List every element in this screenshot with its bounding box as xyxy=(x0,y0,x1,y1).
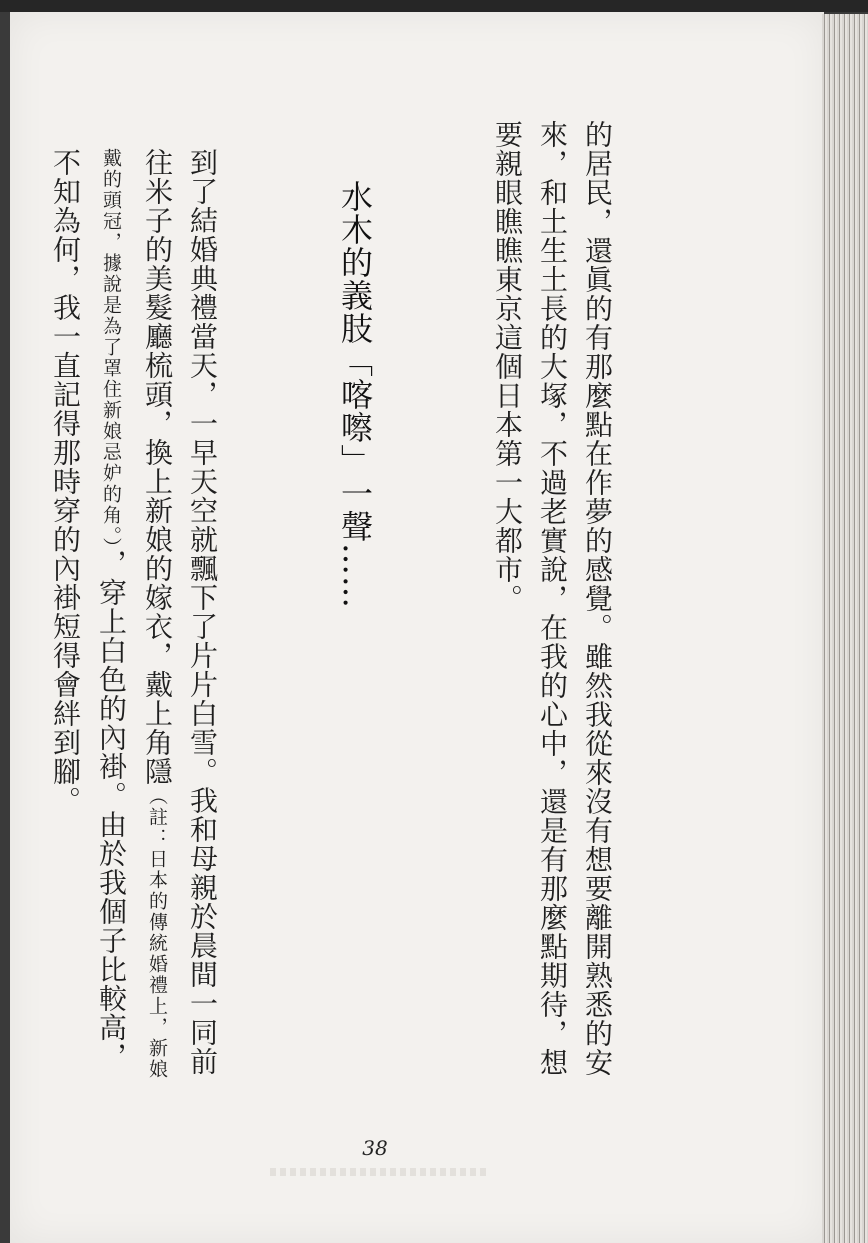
paragraph-text: ，穿上白色的內褂。由於我個子比較高，不知為何，我一直記得那時穿的內褂短得會絆到腳。 xyxy=(49,148,128,1071)
page-edges xyxy=(822,14,868,1243)
faint-footer-mark xyxy=(270,1168,490,1176)
paragraph-text: 到了結婚典禮當天，一早天空就飄下了片片白雪。我和母親於晨間一同前往米子的美髮廳梳頭，換上新娘的嫁衣，戴上角隱 xyxy=(141,148,219,1076)
page-number: 38 xyxy=(362,1136,388,1160)
section-heading: 水木的義肢「喀嚓」一聲…… xyxy=(336,180,374,609)
vertical-text-block xyxy=(30,120,710,1090)
paragraph-wedding-day xyxy=(43,120,225,1090)
annotation-note: （註：日本的傳統婚禮上，新娘戴的頭冠，據說是為了罩住新娘忌妒的角。） xyxy=(100,148,168,1080)
paragraph-intro: 的居民，還眞的有那麼點在作夢的感覺。雖然我從來沒有想要離開熟悉的安來，和土生土長的大塚，不過老實說，在我的心中，還是有那麼點期待，想要親眼瞧瞧東京這個日本第一大都市。 xyxy=(491,120,614,1077)
scanner-top-edge xyxy=(0,0,868,12)
